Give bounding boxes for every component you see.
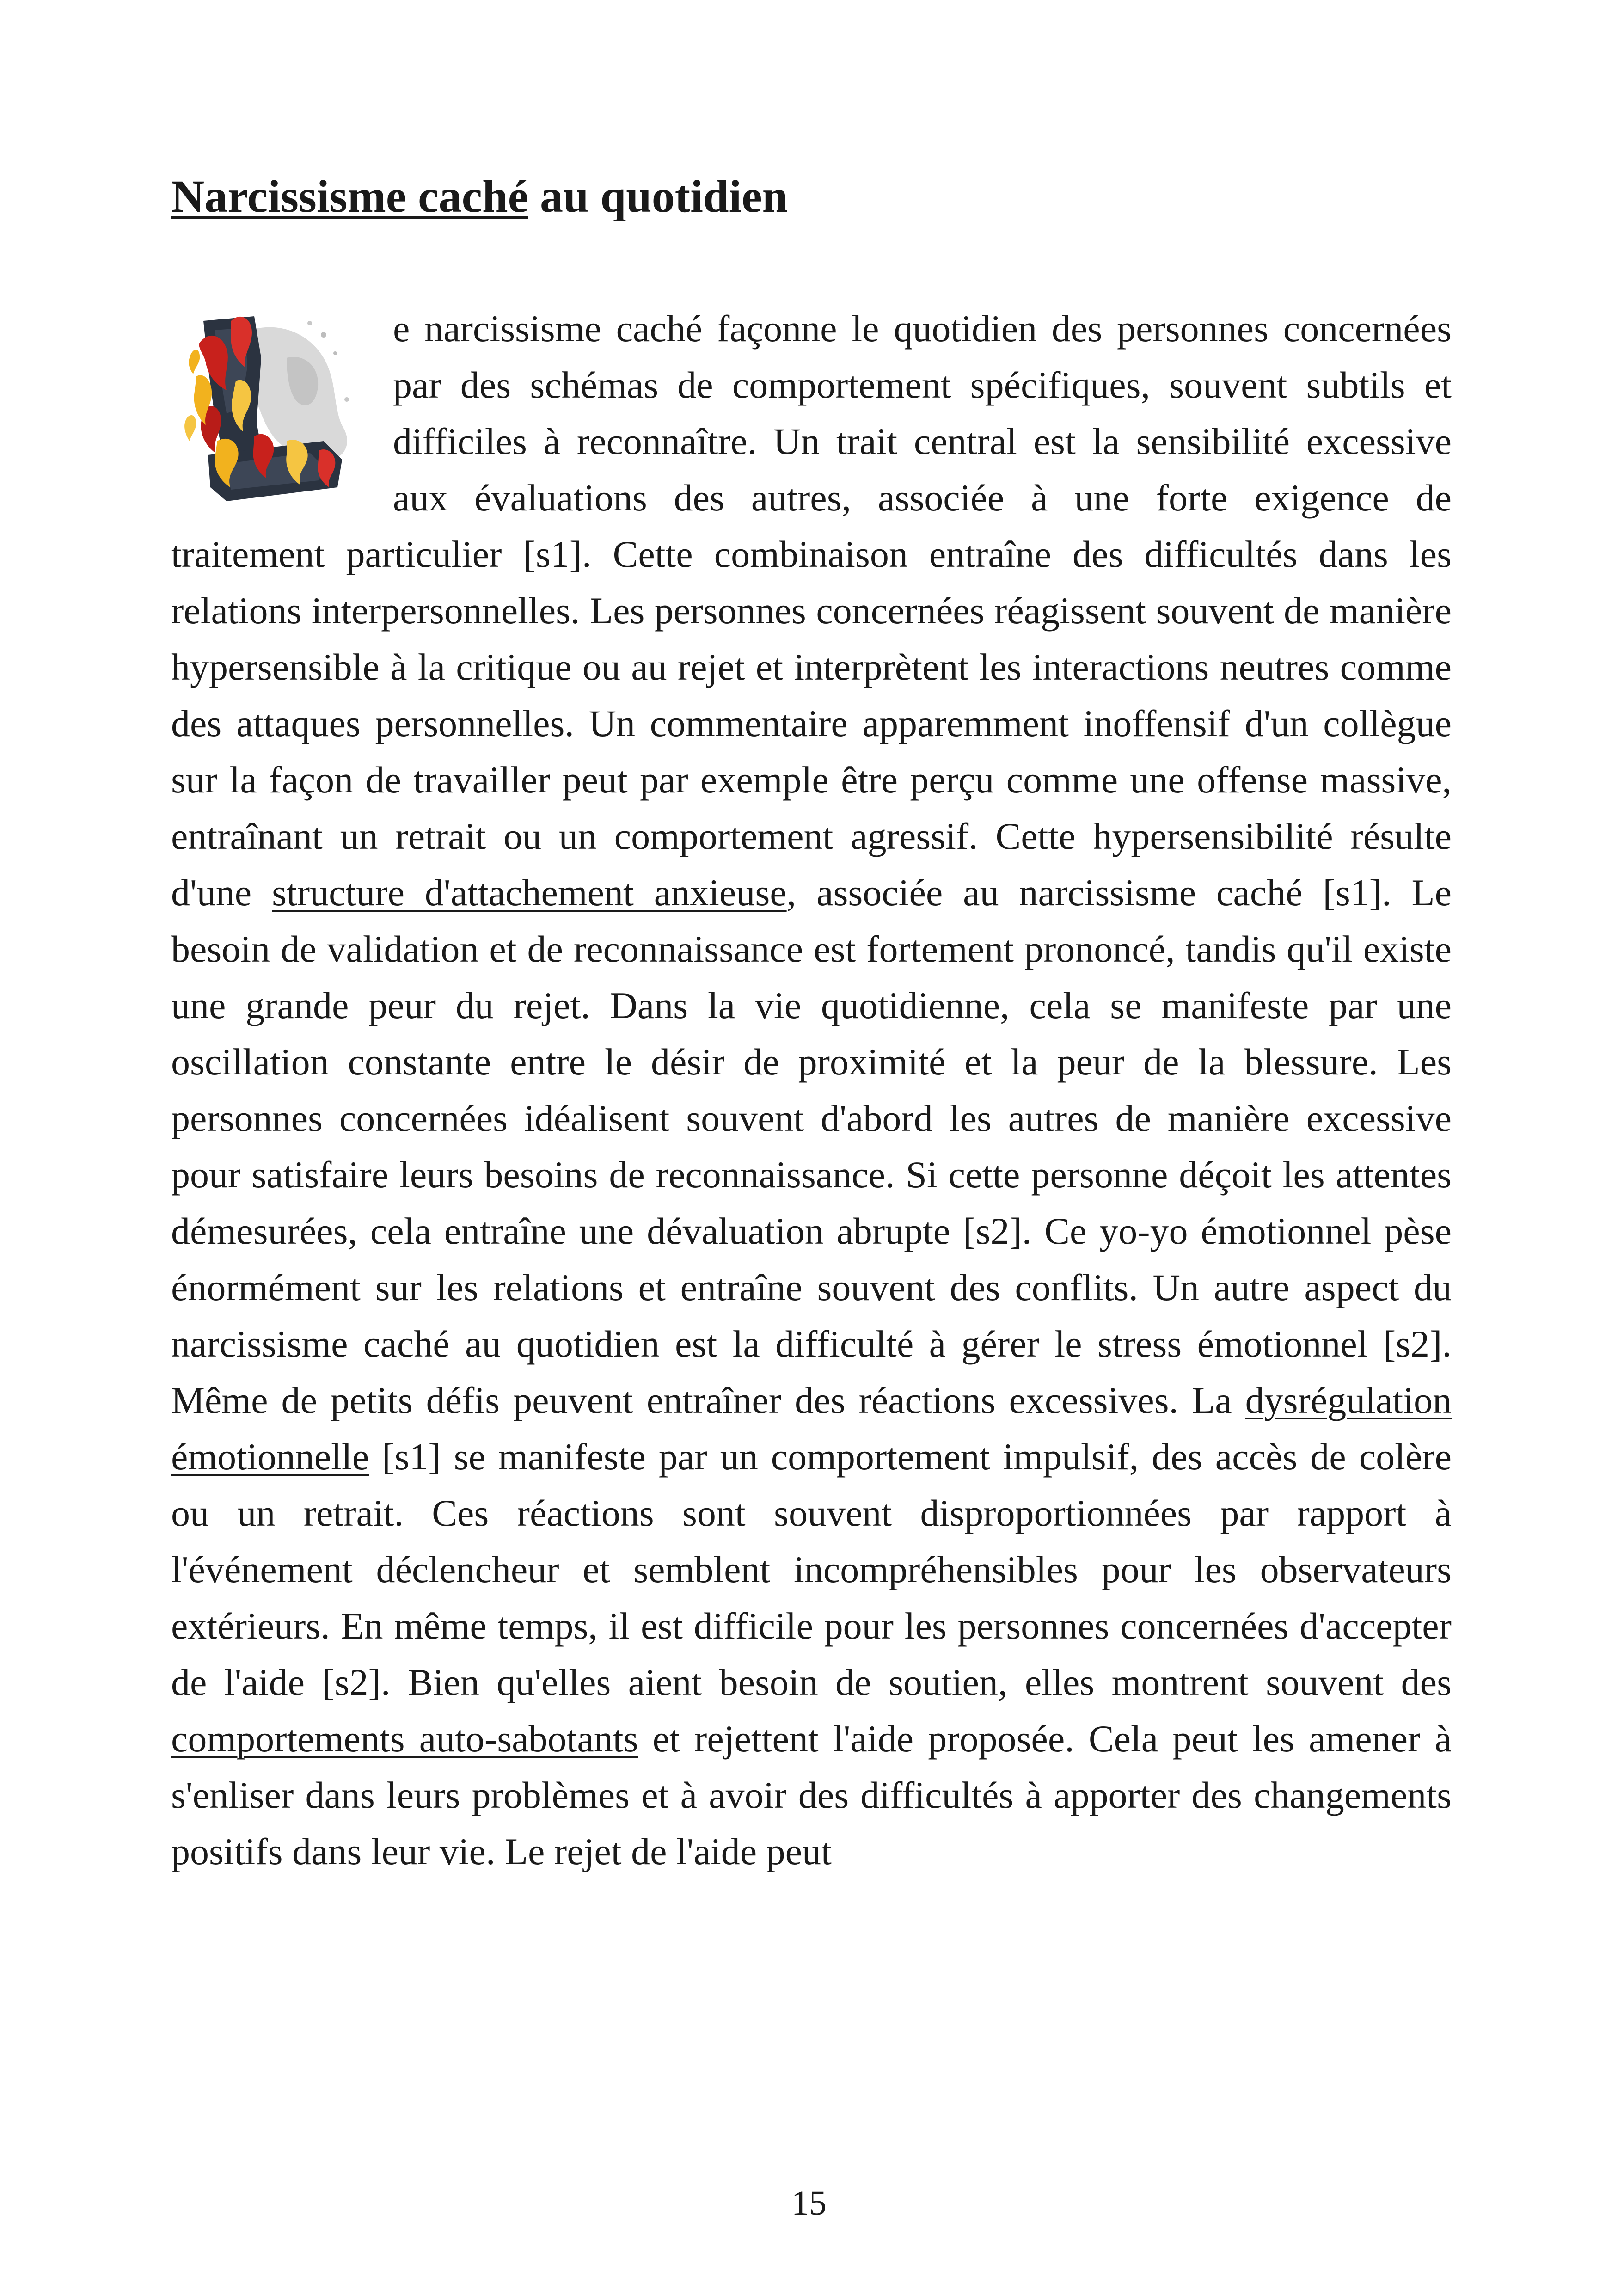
heading-underlined-part: Narcissisme caché: [171, 171, 528, 222]
paragraph-text-1: e narcissisme caché façonne le quotidien des personnes concernées par des schémas de comportement spécifiques, souvent subtils et difficiles à reconnaître. Un trait central est la sensibilité excessive aux évaluations des autres, associée à une forte exigence de traitement particulier [s1]. Cette combinaison entraîne des difficultés dans les relations interpersonnelles. Les personnes concernées réagissent souvent de manière hypersensible à la critique ou au rejet et interprètent les interactions neutres comme des attaques personnelles. Un commentaire apparemment inoffensif d'un collègue sur la façon de travailler peut par exemple être perçu comme une offense massive, entraînant un retrait ou un comportement agressif. Cette hypersensibilité résulte d'une: [171, 307, 1452, 914]
term-dysregulation-emotionnelle: dysrégulation émotionnelle: [171, 1379, 1452, 1478]
dropcap-illustration: [171, 302, 393, 520]
dropcap-letter-l-illustration: [171, 302, 361, 520]
page-number: 15: [791, 2184, 827, 2222]
heading-rest: au quotidien: [528, 171, 788, 222]
body-paragraph: [171, 301, 1452, 1880]
paragraph-text-4: et rejettent l'aide proposée. Cela peut les amener à s'enliser dans leurs problèmes et à avoir des difficultés à apporter des changements positifs dans leur vie. Le rejet de l'aide peut: [171, 1718, 1452, 1872]
term-structure-attachement: structure d'attachement anxieuse: [272, 872, 787, 914]
term-comportements-auto-sabotants: comportements auto-sabotants: [171, 1718, 638, 1760]
section-heading: [171, 169, 788, 224]
paragraph-text-3: [s1] se manifeste par un comportement impulsif, des accès de colère ou un retrait. Ces réactions sont souvent disproportionnées par rapport à l'événement déclencheur et semblent incompréhensibles pour les observateurs extérieurs. En même temps, il est difficile pour les personnes concernées d'accepter de l'aide [s2]. Bien qu'elles aient besoin de soutien, elles montrent souvent des: [171, 1436, 1452, 1703]
paragraph-text-2: , associée au narcissisme caché [s1]. Le besoin de validation et de reconnaissance est fortement prononcé, tandis qu'il existe une grande peur du rejet. Dans la vie quotidienne, cela se manifeste par une oscillation constante entre le désir de proximité et la peur de la blessure. Les personnes concernées idéalisent souvent d'abord les autres de manière excessive pour satisfaire leurs besoins de reconnaissance. Si cette personne déçoit les attentes démesurées, cela entraîne une dévaluation abrupte [s2]. Ce yo-yo émotionnel pèse énormément sur les relations et entraîne souvent des conflits. Un autre aspect du narcissisme caché au quotidien est la difficulté à gérer le stress émotionnel [s2]. Même de petits défis peuvent entraîner des réactions excessives. La: [171, 872, 1452, 1421]
